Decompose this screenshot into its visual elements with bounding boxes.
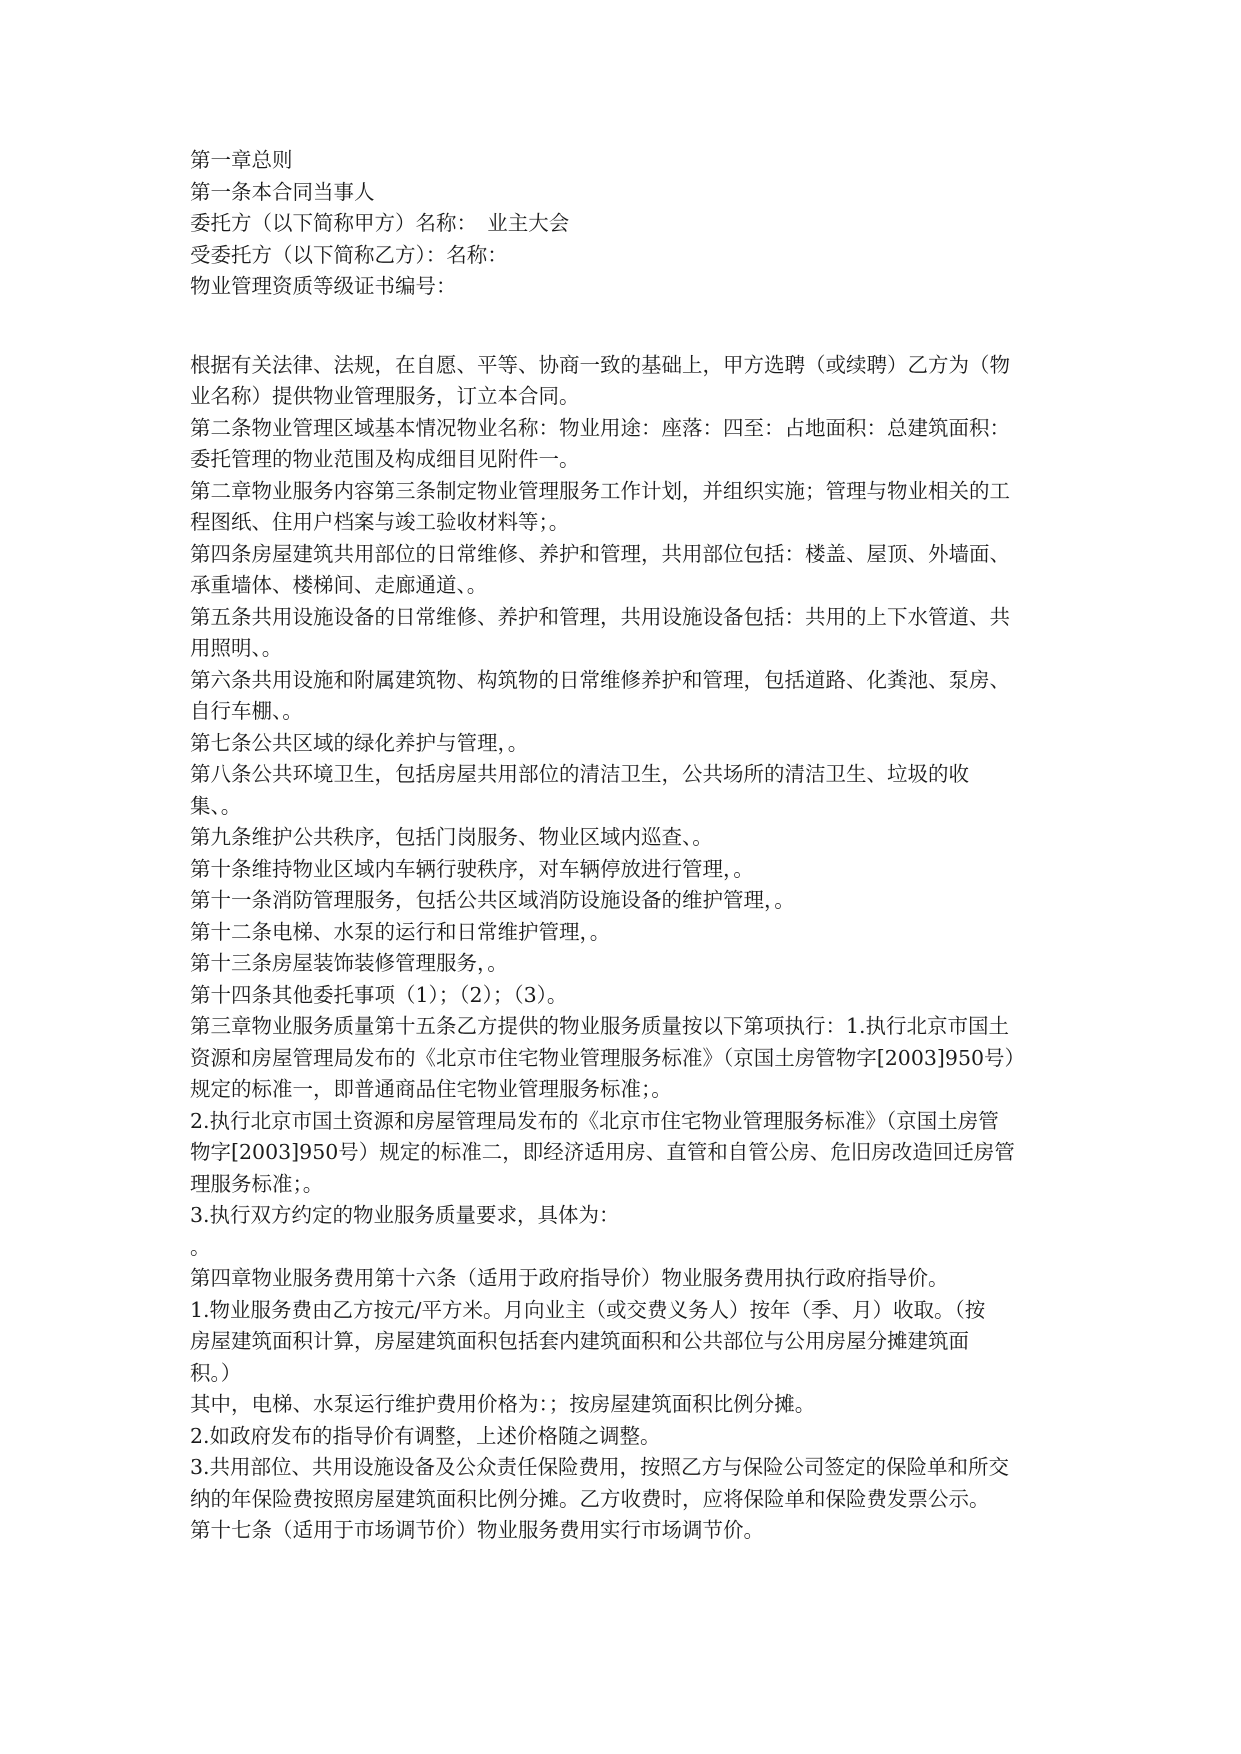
- body-block: [190, 350, 1070, 1547]
- body-line: 自行车棚、。: [190, 699, 303, 723]
- body-line: 用照明、。: [190, 636, 283, 660]
- body-line: 物字[2003]950号）规定的标准二，即经济适用房、直管和自管公房、危旧房改造回迁房管: [190, 1140, 1015, 1164]
- body-line: 房屋建筑面积计算，房屋建筑面积包括套内建筑面积和公共部位与公用房屋分摊建筑面: [190, 1329, 969, 1353]
- body-line: 。: [190, 1234, 211, 1259]
- body-line: 2.如政府发布的指导价有调整，上述价格随之调整。: [190, 1423, 661, 1448]
- body-line: 第四章物业服务费用第十六条（适用于政府指导价）物业服务费用执行政府指导价。: [190, 1266, 949, 1290]
- body-line: 积。）: [190, 1360, 242, 1385]
- article-heading: 第一条本合同当事人: [190, 179, 375, 204]
- body-line: 1.物业服务费由乙方按元/平方米。月向业主（或交费义务人）按年（季、月）收取。（按: [190, 1297, 986, 1322]
- body-line: 第六条共用设施和附属建筑物、构筑物的日常维修养护和管理，包括道路、化粪池、泵房、: [190, 667, 1010, 692]
- body-line: 第七条公共区域的绿化养护与管理，。: [190, 730, 529, 755]
- body-line: 纳的年保险费按照房屋建筑面积比例分摊。乙方收费时，应将保险单和保险费发票公示。: [190, 1486, 990, 1511]
- body-line: 规定的标准一，即普通商品住宅物业管理服务标准；。: [190, 1077, 672, 1101]
- body-line: 程图纸、住用户档案与竣工验收材料等；。: [190, 510, 570, 534]
- body-line: 其中，电梯、水泵运行维护费用价格为：；按房屋建筑面积比例分摊。: [190, 1392, 816, 1416]
- body-line: 第十条维持物业区域内车辆行驶秩序，对车辆停放进行管理，。: [190, 856, 754, 881]
- body-line: 第二章物业服务内容第三条制定物业管理服务工作计划，并组织实施；管理与物业相关的工: [190, 478, 1010, 503]
- body-line: 业名称）提供物业管理服务，订立本合同。: [190, 384, 580, 408]
- body-line: 第十七条（适用于市场调节价）物业服务费用实行市场调节价。: [190, 1518, 764, 1542]
- body-line: 委托管理的物业范围及构成细目见附件一。: [190, 447, 580, 471]
- body-line: 第三章物业服务质量第十五条乙方提供的物业服务质量按以下第项执行：1.执行北京市国土: [190, 1014, 1010, 1038]
- body-line: 第二条物业管理区域基本情况物业名称：物业用途：座落：四至：占地面积：总建筑面积：: [190, 415, 1010, 440]
- body-line: 第十一条消防管理服务，包括公共区域消防设施设备的维护管理，。: [190, 888, 795, 912]
- party-b-line: 受委托方（以下简称乙方）：名称：: [190, 242, 508, 267]
- party-a-line: 委托方（以下简称甲方）名称： 业主大会: [190, 211, 570, 235]
- header-block: [190, 145, 1070, 303]
- body-line: 第四条房屋建筑共用部位的日常维修、养护和管理，共用部位包括：楼盖、屋顶、外墙面、: [190, 541, 1010, 566]
- body-line: 3.共用部位、共用设施设备及公众责任保险费用，按照乙方与保险公司签定的保险单和所交: [190, 1455, 1010, 1479]
- body-line: 3.执行双方约定的物业服务质量要求，具体为：: [190, 1203, 620, 1227]
- certificate-line: 物业管理资质等级证书编号：: [190, 274, 457, 298]
- body-line: 理服务标准；。: [190, 1171, 324, 1196]
- body-line: 第十四条其他委托事项（1）；（2）；（3）。: [190, 982, 568, 1007]
- body-line: 第五条共用设施设备的日常维修、养护和管理，共用设施设备包括：共用的上下水管道、共: [190, 604, 1010, 629]
- body-line: 第九条维护公共秩序，包括门岗服务、物业区域内巡查、。: [190, 825, 713, 849]
- body-line: 第八条公共环境卫生，包括房屋共用部位的清洁卫生，公共场所的清洁卫生、垃圾的收: [190, 762, 969, 786]
- body-line: 根据有关法律、法规，在自愿、平等、协商一致的基础上，甲方选聘（或续聘）乙方为（物: [190, 352, 1010, 377]
- body-line: 资源和房屋管理局发布的《北京市住宅物业管理服务标准》（京国土房管物字[2003]950号）: [190, 1045, 1026, 1070]
- chapter-title: 第一章总则: [190, 148, 293, 172]
- body-line: 2.执行北京市国土资源和房屋管理局发布的《北京市住宅物业管理服务标准》（京国土房管: [190, 1108, 999, 1133]
- body-line: 第十二条电梯、水泵的运行和日常维护管理，。: [190, 919, 611, 944]
- paragraph-gap: [190, 303, 1070, 350]
- body-line: 集、。: [190, 793, 242, 818]
- body-line: 承重墙体、楼梯间、走廊通道、。: [190, 573, 488, 597]
- body-line: 第十三条房屋装饰装修管理服务，。: [190, 951, 508, 975]
- document-page: [190, 145, 1070, 1547]
